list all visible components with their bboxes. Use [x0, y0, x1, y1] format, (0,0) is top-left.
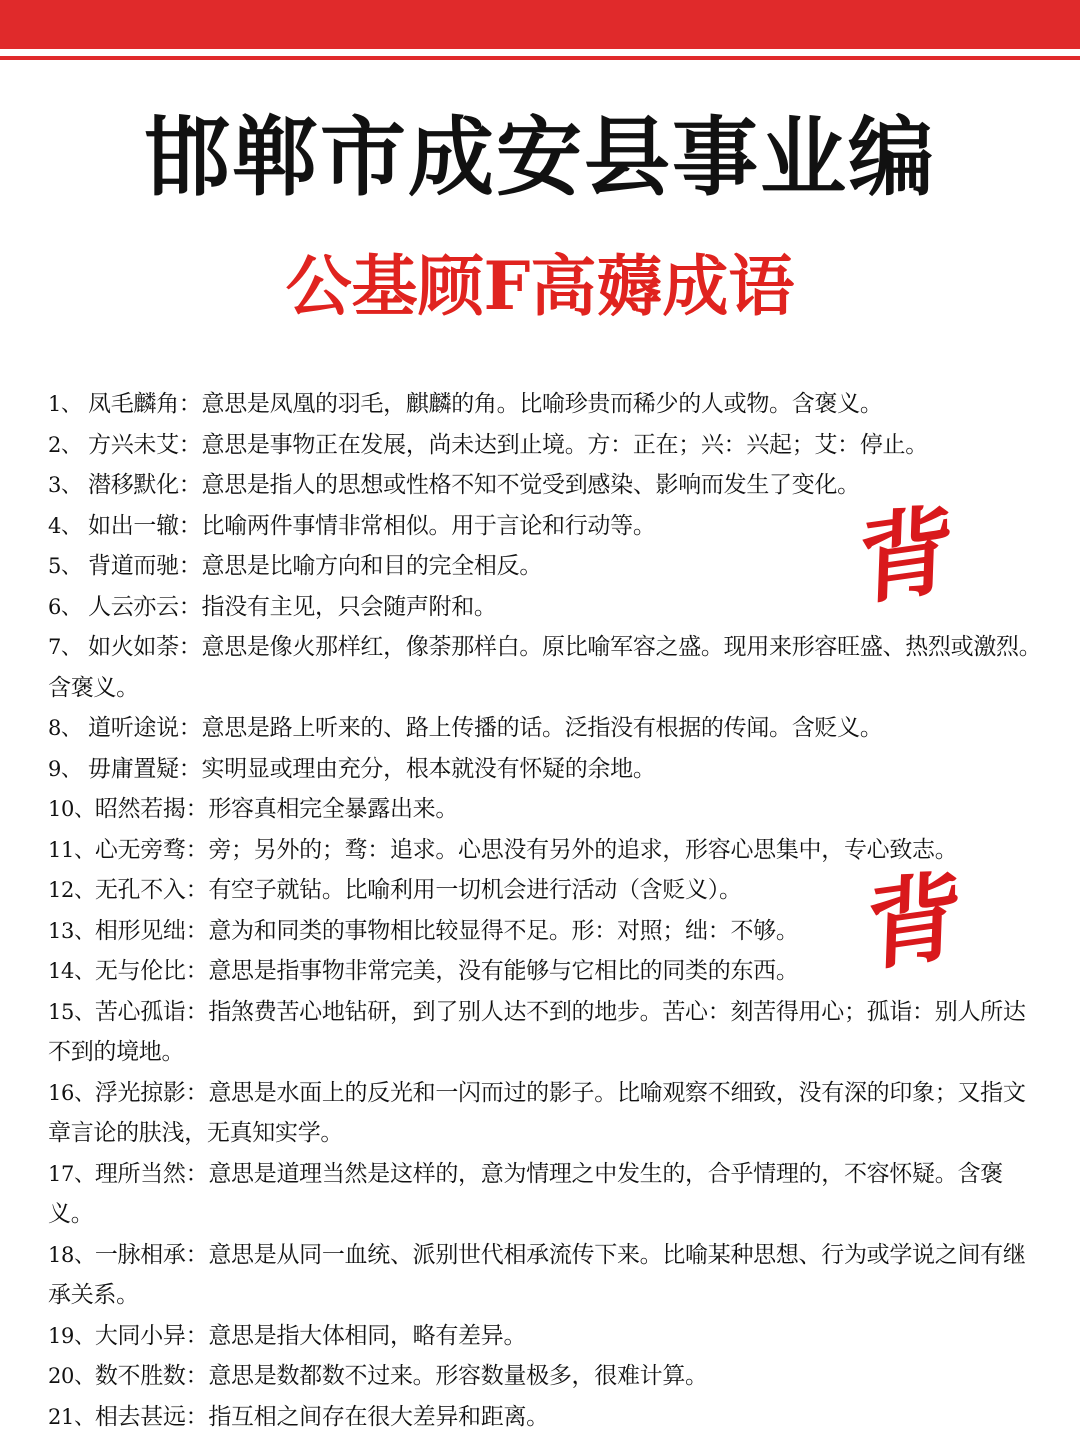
- item-text: 指互相之间存在很大差异和距离。: [208, 1403, 549, 1430]
- item-number: 7、: [48, 635, 82, 659]
- item-text: 指没有主见，只会随声附和。: [201, 593, 497, 620]
- item-term: 大同小异：: [94, 1322, 209, 1349]
- item-number: 2、: [48, 432, 82, 457]
- item-term: 无与伦比：: [94, 958, 209, 984]
- list-item: [48, 1397, 1048, 1438]
- item-text: 意思是指大体相同，略有差异。: [208, 1322, 527, 1349]
- item-number: 6、: [48, 594, 82, 619]
- item-term: 如出一辙：: [88, 512, 202, 539]
- item-number: 4、: [48, 513, 82, 538]
- list-item: [48, 465, 1048, 506]
- item-text: 意思是水面上的反光和一闪而过的影子。比喻观察不细致，没有深的印象；又指文章言论的肤浅，无真知实学。: [48, 1079, 1026, 1146]
- item-number: 10、: [48, 797, 95, 821]
- top-red-band: [0, 0, 1080, 49]
- list-item: [48, 789, 1048, 830]
- item-number: 20、: [48, 1364, 95, 1388]
- item-term: 人云亦云：: [88, 593, 202, 620]
- item-term: 相形见绌：: [94, 917, 209, 944]
- item-term: 方兴未艾：: [88, 431, 202, 458]
- list-item: [48, 992, 1048, 1073]
- item-term: 潜移默化：: [88, 472, 202, 498]
- item-number: 9、: [48, 756, 82, 781]
- item-number: 18、: [48, 1242, 95, 1267]
- item-text: 意思是比喻方向和目的完全相反。: [201, 553, 543, 579]
- list-item: [48, 830, 1048, 871]
- item-text: 意思是指事物非常完美，没有能够与它相比的同类的东西。: [208, 958, 799, 984]
- page-title: 邯郸市成安县事业编: [144, 108, 936, 208]
- item-text: 意思是凤凰的羽毛，麒麟的角。比喻珍贵而稀少的人或物。含褒义。: [201, 391, 883, 417]
- list-item: [48, 708, 1048, 749]
- item-term: 一脉相承：: [94, 1241, 209, 1268]
- item-number: 21、: [48, 1404, 95, 1429]
- item-text: 形容真相完全暴露出来。: [208, 796, 459, 822]
- item-term: 心无旁骛：: [94, 836, 209, 863]
- item-text: 有空子就钻。比喻利用一切机会进行活动（含贬义）。: [208, 877, 742, 903]
- item-number: 3、: [48, 473, 82, 497]
- item-term: 数不胜数：: [94, 1363, 209, 1389]
- item-number: 12、: [48, 878, 95, 902]
- item-text: 旁；另外的；骛：追求。心思没有另外的追求，形容心思集中，专心致志。: [208, 836, 958, 863]
- item-number: 17、: [48, 1161, 95, 1186]
- item-term: 凤毛麟角：: [88, 391, 202, 417]
- list-item: [48, 384, 1048, 425]
- top-red-line: [0, 56, 1080, 60]
- item-number: 8、: [48, 716, 82, 740]
- item-term: 昭然若揭：: [94, 796, 209, 822]
- item-text: 意思是路上听来的、路上传播的话。泛指没有根据的传闻。含贬义。: [201, 715, 883, 741]
- page-subtitle: 公基顾F高薅成语: [285, 247, 795, 325]
- item-text: 意思是从同一血统、派别世代相承流传下来。比喻某种思想、行为或学说之间有继承关系。: [48, 1241, 1026, 1308]
- item-text: 实明显或理由充分，根本就没有怀疑的余地。: [201, 755, 656, 782]
- item-number: 16、: [48, 1080, 95, 1105]
- item-number: 14、: [48, 959, 95, 983]
- item-number: 11、: [48, 837, 95, 862]
- item-term: 浮光掠影：: [94, 1079, 209, 1106]
- item-text: 比喻两件事情非常相似。用于言论和行动等。: [201, 512, 656, 539]
- item-term: 道听途说：: [88, 715, 202, 741]
- list-item: [48, 749, 1048, 790]
- item-term: 理所当然：: [94, 1160, 209, 1187]
- item-term: 背道而驰：: [88, 553, 202, 579]
- list-item: [48, 627, 1048, 708]
- item-text: 意思是事物正在发展，尚未达到止境。方：正在；兴：兴起；艾：停止。: [201, 431, 928, 458]
- memorize-stamp: 背: [864, 858, 964, 986]
- item-number: 5、: [48, 554, 82, 578]
- item-term: 相去甚远：: [94, 1403, 209, 1430]
- item-number: 1、: [48, 392, 82, 416]
- item-text: 意为和同类的事物相比较显得不足。形：对照；绌：不够。: [208, 917, 799, 944]
- list-item: [48, 1154, 1048, 1235]
- list-item: [48, 1316, 1048, 1357]
- list-item: [48, 425, 1048, 466]
- item-term: 如火如荼：: [88, 634, 202, 660]
- item-number: 15、: [48, 999, 95, 1024]
- item-term: 苦心孤诣：: [94, 998, 209, 1025]
- item-text: 意思是指人的思想或性格不知不觉受到感染、影响而发生了变化。: [201, 472, 860, 498]
- item-number: 19、: [48, 1323, 95, 1348]
- list-item: [48, 1073, 1048, 1154]
- item-text: 意思是道理当然是这样的，意为情理之中发生的，合乎情理的，不容怀疑。含褒义。: [48, 1160, 1003, 1227]
- item-number: 13、: [48, 918, 95, 943]
- list-item: [48, 1356, 1048, 1397]
- item-term: 无孔不入：: [94, 877, 209, 903]
- list-item: [48, 1235, 1048, 1316]
- item-term: 毋庸置疑：: [88, 755, 202, 782]
- item-text: 意思是像火那样红，像荼那样白。原比喻军容之盛。现用来形容旺盛、热烈或激烈。含褒义。: [48, 634, 1042, 701]
- memorize-stamp: 背: [856, 492, 956, 620]
- item-text: 指煞费苦心地钻研，到了别人达不到的地步。苦心：刻苦得用心；孤诣：别人所达不到的境地。: [48, 998, 1026, 1065]
- item-text: 意思是数都数不过来。形容数量极多，很难计算。: [208, 1363, 708, 1389]
